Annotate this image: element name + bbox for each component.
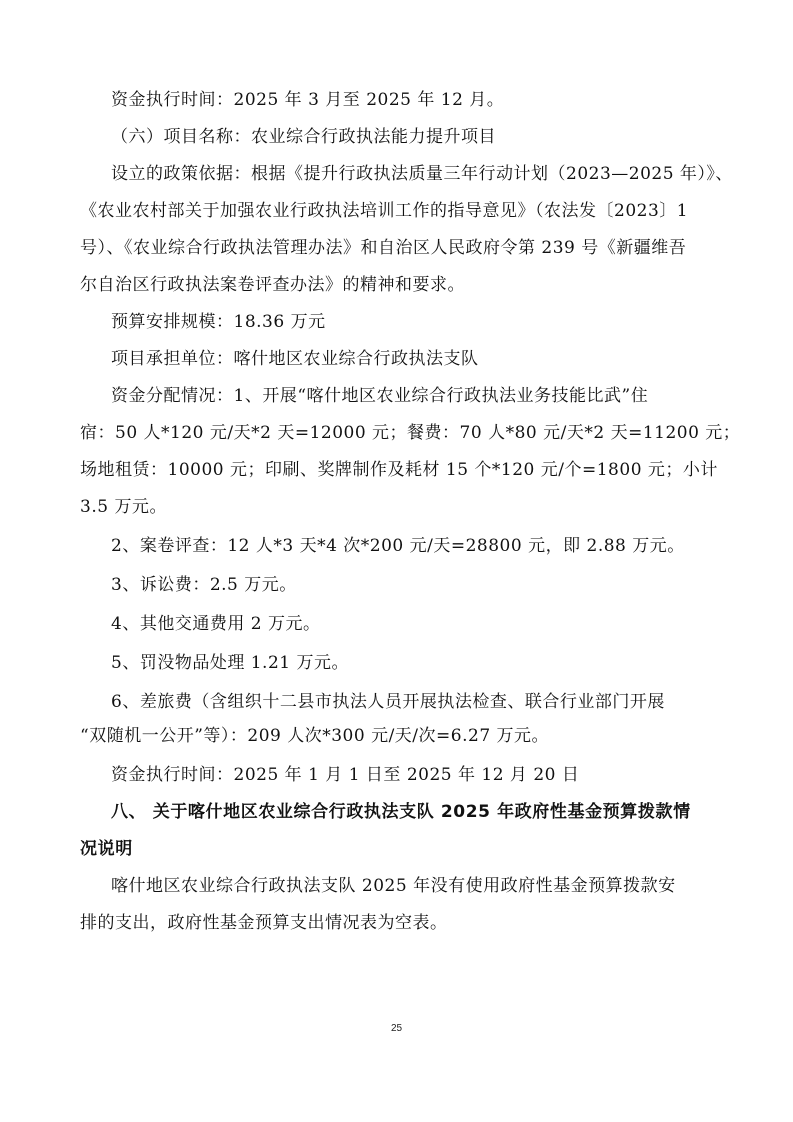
policy-basis-line-2: 《农业农村部关于加强农业行政执法培训工作的指导意见》（农法发〔2023〕1 [80, 201, 689, 221]
fund-allocation-line-4: 3.5 万元。 [80, 497, 167, 517]
project-name-line: （六）项目名称：农业综合行政执法能力提升项目 [111, 127, 496, 147]
fund-allocation-line-2: 宿：50 人*120 元/天*2 天=12000 元；餐费：70 人*80 元/天*2 天=11200 元； [80, 423, 741, 443]
policy-basis-line-4: 尔自治区行政执法案卷评查办法》的精神和要求。 [80, 275, 465, 295]
policy-basis-line-3: 号）、《农业综合行政执法管理办法》和自治区人民政府令第 239 号《新疆维吾 [80, 238, 687, 258]
closing-paragraph-line-2: 排的支出，政府性基金预算支出情况表为空表。 [80, 913, 448, 933]
closing-paragraph-line-1: 喀什地区农业综合行政执法支队 2025 年没有使用政府性基金预算拨款安 [111, 876, 676, 896]
responsible-unit-line: 项目承担单位：喀什地区农业综合行政执法支队 [111, 349, 479, 369]
section-heading-line-1: 八、 关于喀什地区农业综合行政执法支队 2025 年政府性基金预算拨款情 [111, 802, 691, 822]
allocation-item-4: 4、其他交通费用 2 万元。 [111, 614, 321, 634]
page-number: 25 [390, 1023, 403, 1034]
allocation-item-3: 3、诉讼费：2.5 万元。 [111, 575, 297, 595]
section-heading-line-2: 况说明 [80, 839, 133, 859]
budget-scale-line: 预算安排规模：18.36 万元 [111, 312, 326, 332]
allocation-item-6-line-2: “双随机一公开”等）：209 人次*300 元/天/次=6.27 万元。 [80, 726, 550, 746]
fund-execution-time-1: 资金执行时间：2025 年 3 月至 2025 年 12 月。 [111, 90, 505, 110]
fund-allocation-line-3: 场地租赁：10000 元；印刷、奖牌制作及耗材 15 个*120 元/个=1800 元；小计 [80, 460, 718, 480]
fund-execution-time-2: 资金执行时间：2025 年 1 月 1 日至 2025 年 12 月 20 日 [111, 765, 580, 785]
allocation-item-6-line-1: 6、差旅费（含组织十二县市执法人员开展执法检查、联合行业部门开展 [111, 692, 665, 712]
fund-allocation-line-1: 资金分配情况：1、开展“喀什地区农业综合行政执法业务技能比武”住 [111, 386, 649, 406]
policy-basis-line-1: 设立的政策依据：根据《提升行政执法质量三年行动计划（2023—2025 年）》、 [111, 164, 733, 184]
allocation-item-5: 5、罚没物品处理 1.21 万元。 [111, 653, 349, 673]
allocation-item-2: 2、案卷评查：12 人*3 天*4 次*200 元/天=28800 元，即 2.88 万元。 [111, 536, 685, 556]
